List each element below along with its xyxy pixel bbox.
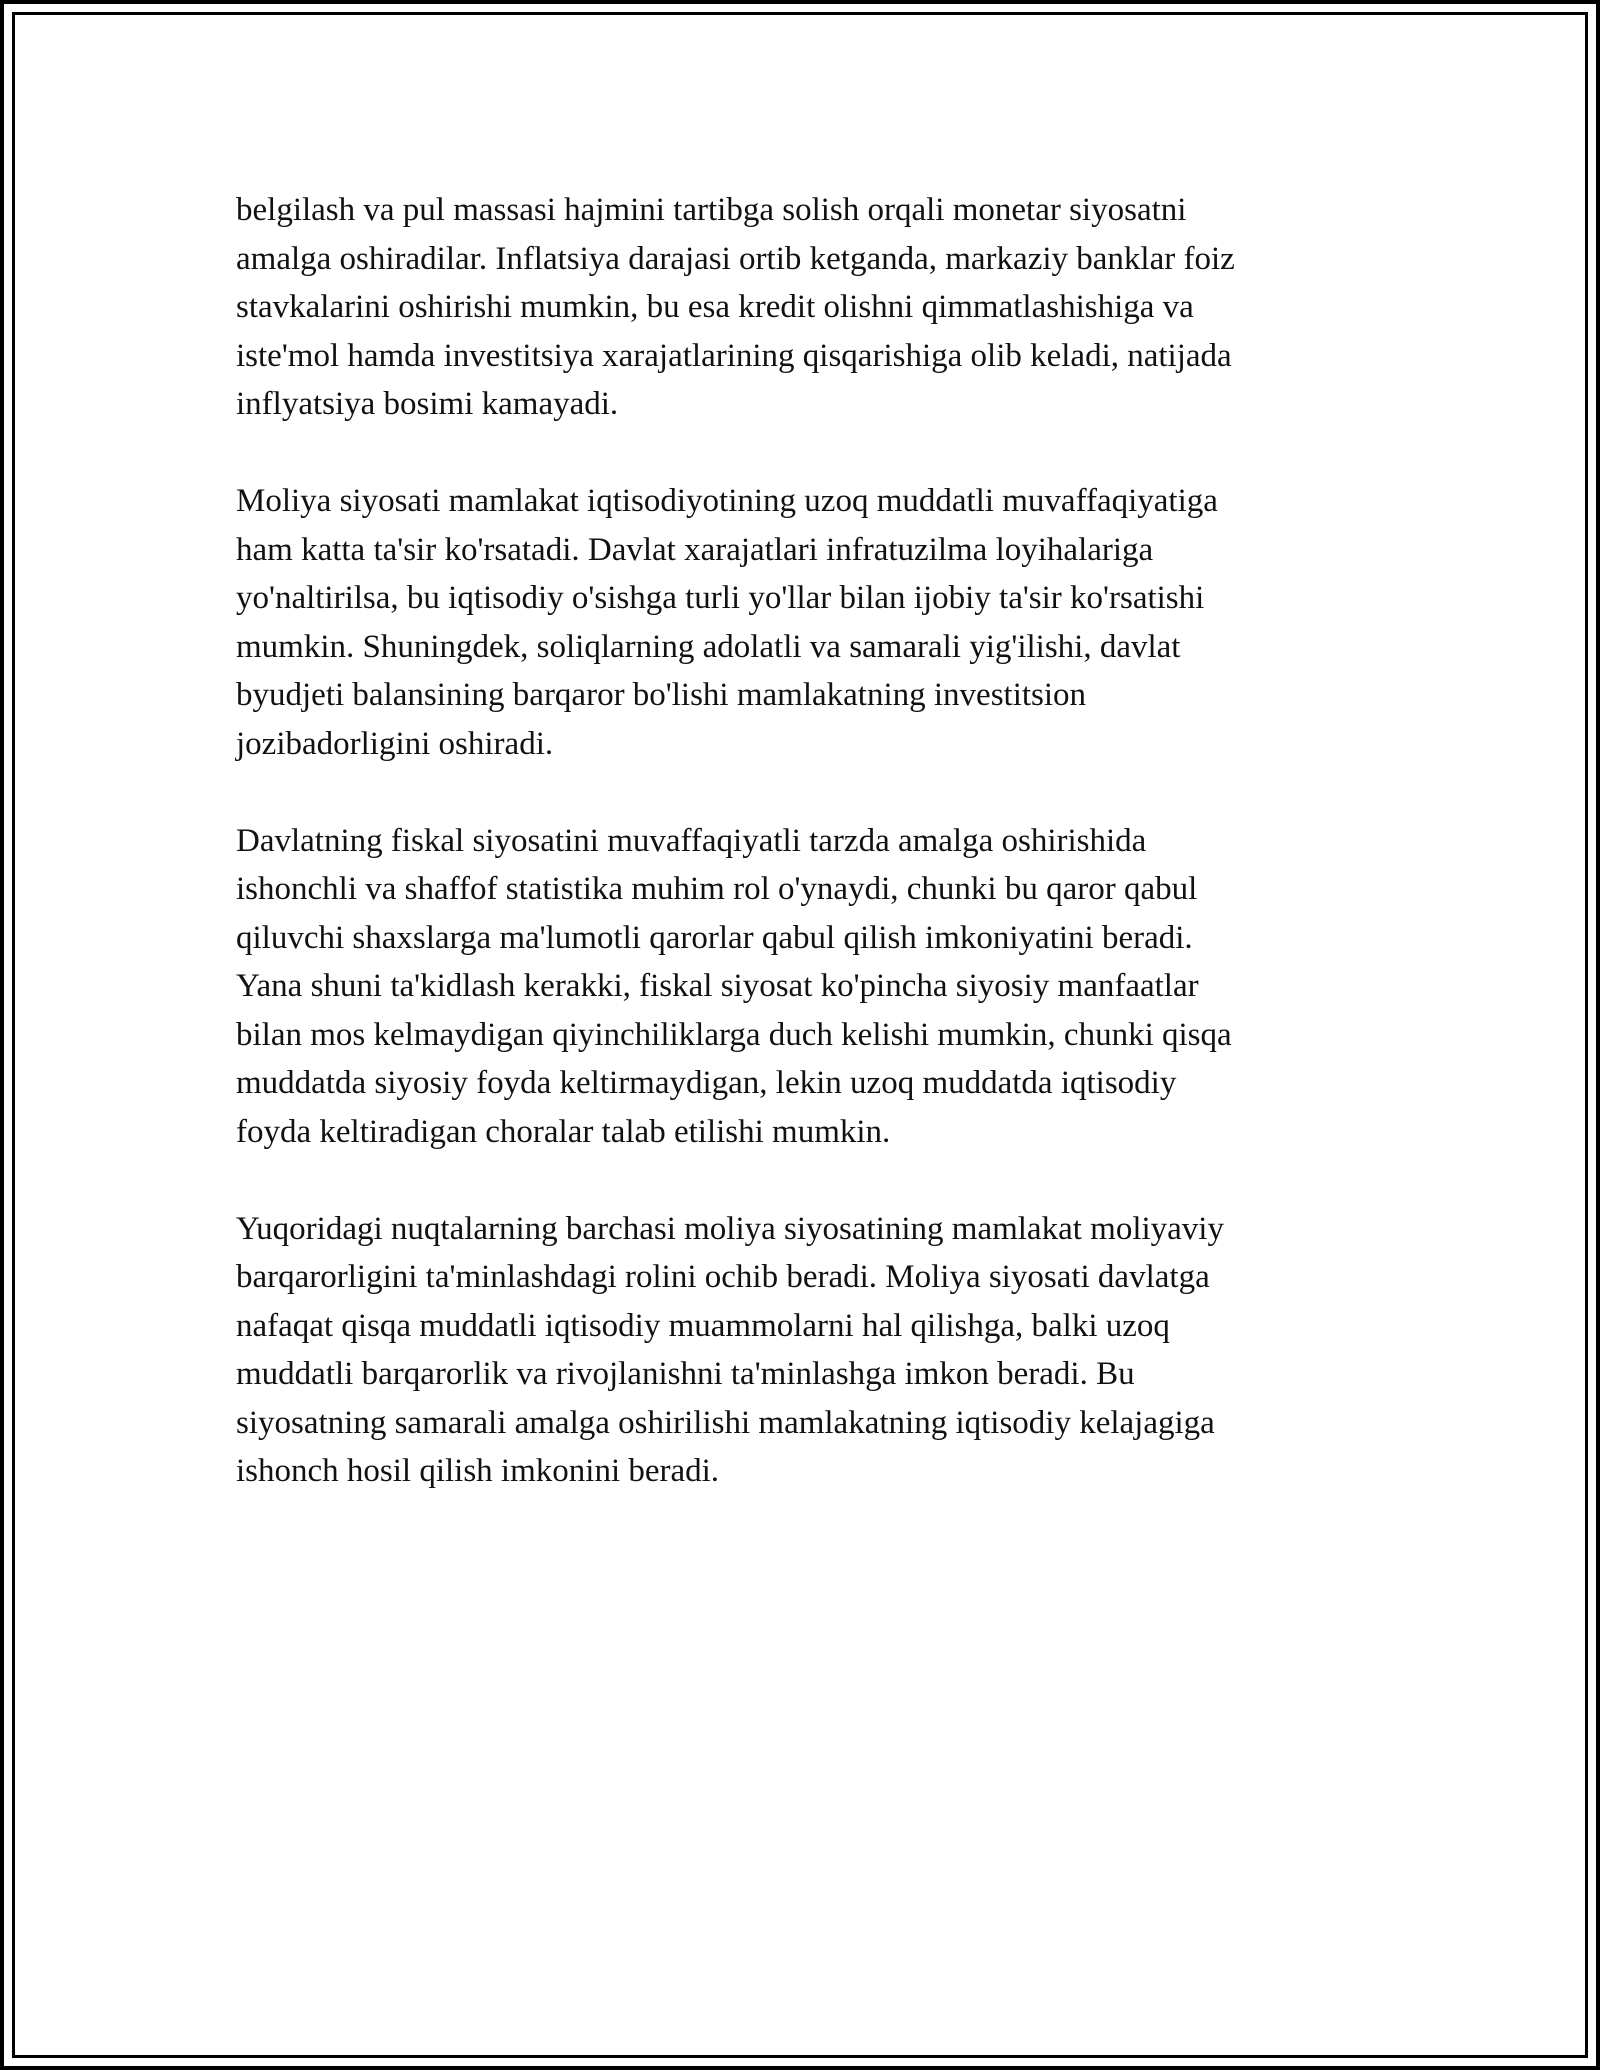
text-line: jozibadorligini oshiradi. xyxy=(236,725,554,762)
paragraph-2 xyxy=(236,477,1364,768)
text-line: ishonchli va shaffof statistika muhim rol o'ynaydi, chunki bu qaror qabul xyxy=(236,871,1198,907)
text-line: iste'mol hamda investitsiya xarajatlarining qisqarishiga olib keladi, natijada xyxy=(236,337,1232,374)
text-line: bilan mos kelmaydigan qiyinchiliklarga duch kelishi mumkin, chunki qisqa xyxy=(236,1016,1232,1053)
text-line: belgilash va pul massasi hajmini tartibga solish orqali monetar siyosatni xyxy=(236,192,1187,228)
text-line: Davlatning fiskal siyosatini muvaffaqiyatli tarzda amalga oshirishida xyxy=(236,822,1147,859)
text-line: nafaqat qisqa muddatli iqtisodiy muammolarni hal qilishga, balki uzoq xyxy=(236,1307,1170,1344)
document-body xyxy=(236,186,1364,1544)
text-line: yo'naltirilsa, bu iqtisodiy o'sishga turli yo'llar bilan ijobiy ta'sir ko'rsatishi xyxy=(236,580,1205,616)
text-line: ishonch hosil qilish imkonini beradi. xyxy=(236,1453,720,1489)
text-line: byudjeti balansining barqaror bo'lishi mamlakatning investitsion xyxy=(236,677,1087,713)
text-line: Yuqoridagi nuqtalarning barchasi moliya siyosatining mamlakat moliyaviy xyxy=(236,1210,1224,1247)
text-line: ham katta ta'sir ko'rsatadi. Davlat xarajatlari infratuzilma loyihalariga xyxy=(236,531,1154,568)
text-line: Yana shuni ta'kidlash kerakki, fiskal siyosat ko'pincha siyosiy manfaatlar xyxy=(236,968,1199,1004)
paragraph-3 xyxy=(236,817,1364,1157)
text-line: muddatda siyosiy foyda keltirmaydigan, lekin uzoq muddatda iqtisodiy xyxy=(236,1065,1177,1101)
text-line: stavkalarini oshirishi mumkin, bu esa kredit olishni qimmatlashishiga va xyxy=(236,289,1194,325)
text-line: amalga oshiradilar. Inflatsiya darajasi ortib ketganda, markaziy banklar foiz xyxy=(236,240,1235,277)
text-line: mumkin. Shuningdek, soliqlarning adolatli va samarali yig'ilishi, davlat xyxy=(236,628,1181,665)
text-line: muddatli barqarorlik va rivojlanishni ta'minlashga imkon beradi. Bu xyxy=(236,1356,1135,1392)
text-line: siyosatning samarali amalga oshirilishi mamlakatning iqtisodiy kelajagiga xyxy=(236,1404,1215,1441)
paragraph-1 xyxy=(236,186,1364,429)
paragraph-4 xyxy=(236,1205,1364,1496)
text-line: Moliya siyosati mamlakat iqtisodiyotining uzoq muddatli muvaffaqiyatiga xyxy=(236,483,1218,519)
text-line: foyda keltiradigan choralar talab etilishi mumkin. xyxy=(236,1113,891,1150)
text-line: inflyatsiya bosimi kamayadi. xyxy=(236,386,619,422)
text-line: qiluvchi shaxslarga ma'lumotli qarorlar qabul qilish imkoniyatini beradi. xyxy=(236,919,1193,956)
text-line: barqarorligini ta'minlashdagi rolini ochib beradi. Moliya siyosati davlatga xyxy=(236,1259,1210,1295)
